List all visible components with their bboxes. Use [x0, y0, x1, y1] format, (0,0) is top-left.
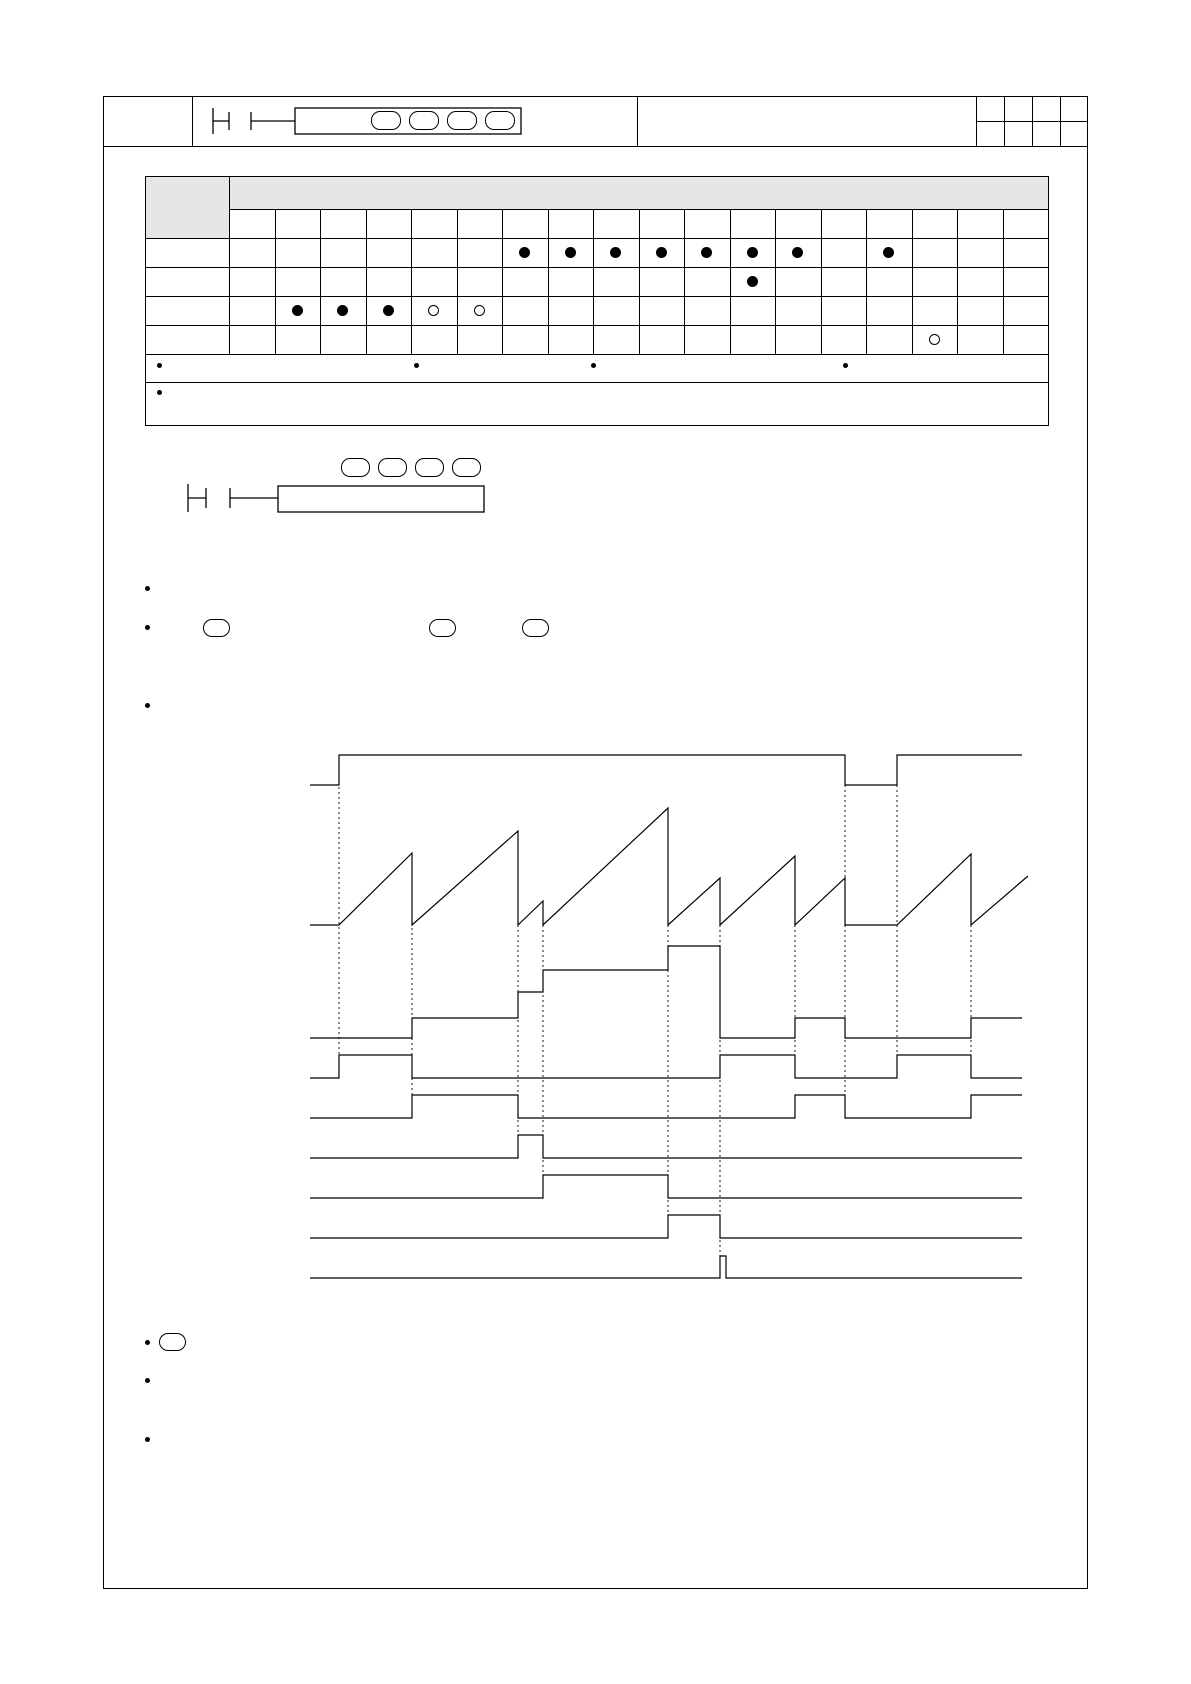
inline-operand-slot-3	[522, 619, 549, 637]
table-column-rule	[730, 209, 731, 354]
header-divider-1	[192, 96, 193, 146]
table-mark-filled	[656, 247, 667, 258]
header-operand-slot-4	[485, 111, 515, 130]
header-operand-slot-1	[371, 111, 401, 130]
table-mark-open	[474, 305, 485, 316]
table-column-rule	[866, 209, 867, 354]
table-column-rule	[912, 209, 913, 354]
table-mark-open	[929, 334, 940, 345]
table-column-rule	[411, 209, 412, 354]
header-operand-slot-2	[409, 111, 439, 130]
table-mark-filled	[610, 247, 621, 258]
inline-operand-slot-1	[203, 619, 230, 637]
explain-bullet-1	[145, 586, 150, 591]
operand-table	[145, 176, 1049, 426]
note-bullet-4	[843, 363, 848, 368]
table-column-rule	[366, 209, 367, 354]
table-column-rule	[548, 209, 549, 354]
header-ladder-icon	[205, 104, 525, 140]
table-mark-filled	[337, 305, 348, 316]
table-column-rule	[275, 209, 276, 354]
table-mark-filled	[292, 305, 303, 316]
format-operand-slot-2	[378, 458, 407, 477]
table-mark-filled	[701, 247, 712, 258]
table-mark-filled	[792, 247, 803, 258]
table-mark-filled	[747, 247, 758, 258]
table-label-divider	[229, 176, 230, 354]
table-row-rule	[145, 354, 1048, 355]
table-mark-filled	[565, 247, 576, 258]
footnote-bullet-2	[145, 1378, 150, 1383]
footnote-bullet-3	[145, 1437, 150, 1442]
format-operand-slot-1	[341, 458, 370, 477]
timing-diagram	[300, 740, 1040, 1280]
table-column-rule	[1003, 209, 1004, 354]
note-bullet-2	[414, 363, 419, 368]
table-column-rule	[684, 209, 685, 354]
note-bullet-3	[591, 363, 596, 368]
explain-bullet-3	[145, 703, 150, 708]
table-column-rule	[957, 209, 958, 354]
format-operand-slot-4	[452, 458, 481, 477]
header-grid-h	[976, 121, 1088, 122]
table-column-rule	[821, 209, 822, 354]
note-bullet-1	[157, 363, 162, 368]
header-divider-2	[637, 96, 638, 146]
table-mark-open	[428, 305, 439, 316]
footnote-operand-slot	[159, 1333, 186, 1351]
note-bullet-5	[157, 390, 162, 395]
table-column-rule	[502, 209, 503, 354]
inline-operand-slot-2	[429, 619, 456, 637]
table-column-rule	[593, 209, 594, 354]
format-ladder-icon	[180, 480, 490, 516]
table-column-rule	[639, 209, 640, 354]
table-column-rule	[775, 209, 776, 354]
header-bottom-rule	[103, 146, 1088, 147]
footnote-bullet-1	[145, 1340, 150, 1345]
header-operand-slot-3	[447, 111, 477, 130]
table-mark-filled	[747, 276, 758, 287]
table-row-rule	[145, 382, 1048, 383]
table-mark-filled	[383, 305, 394, 316]
table-column-rule	[457, 209, 458, 354]
format-operand-slot-3	[415, 458, 444, 477]
table-mark-filled	[883, 247, 894, 258]
table-mark-filled	[519, 247, 530, 258]
table-column-rule	[320, 209, 321, 354]
explain-bullet-2	[145, 625, 150, 630]
